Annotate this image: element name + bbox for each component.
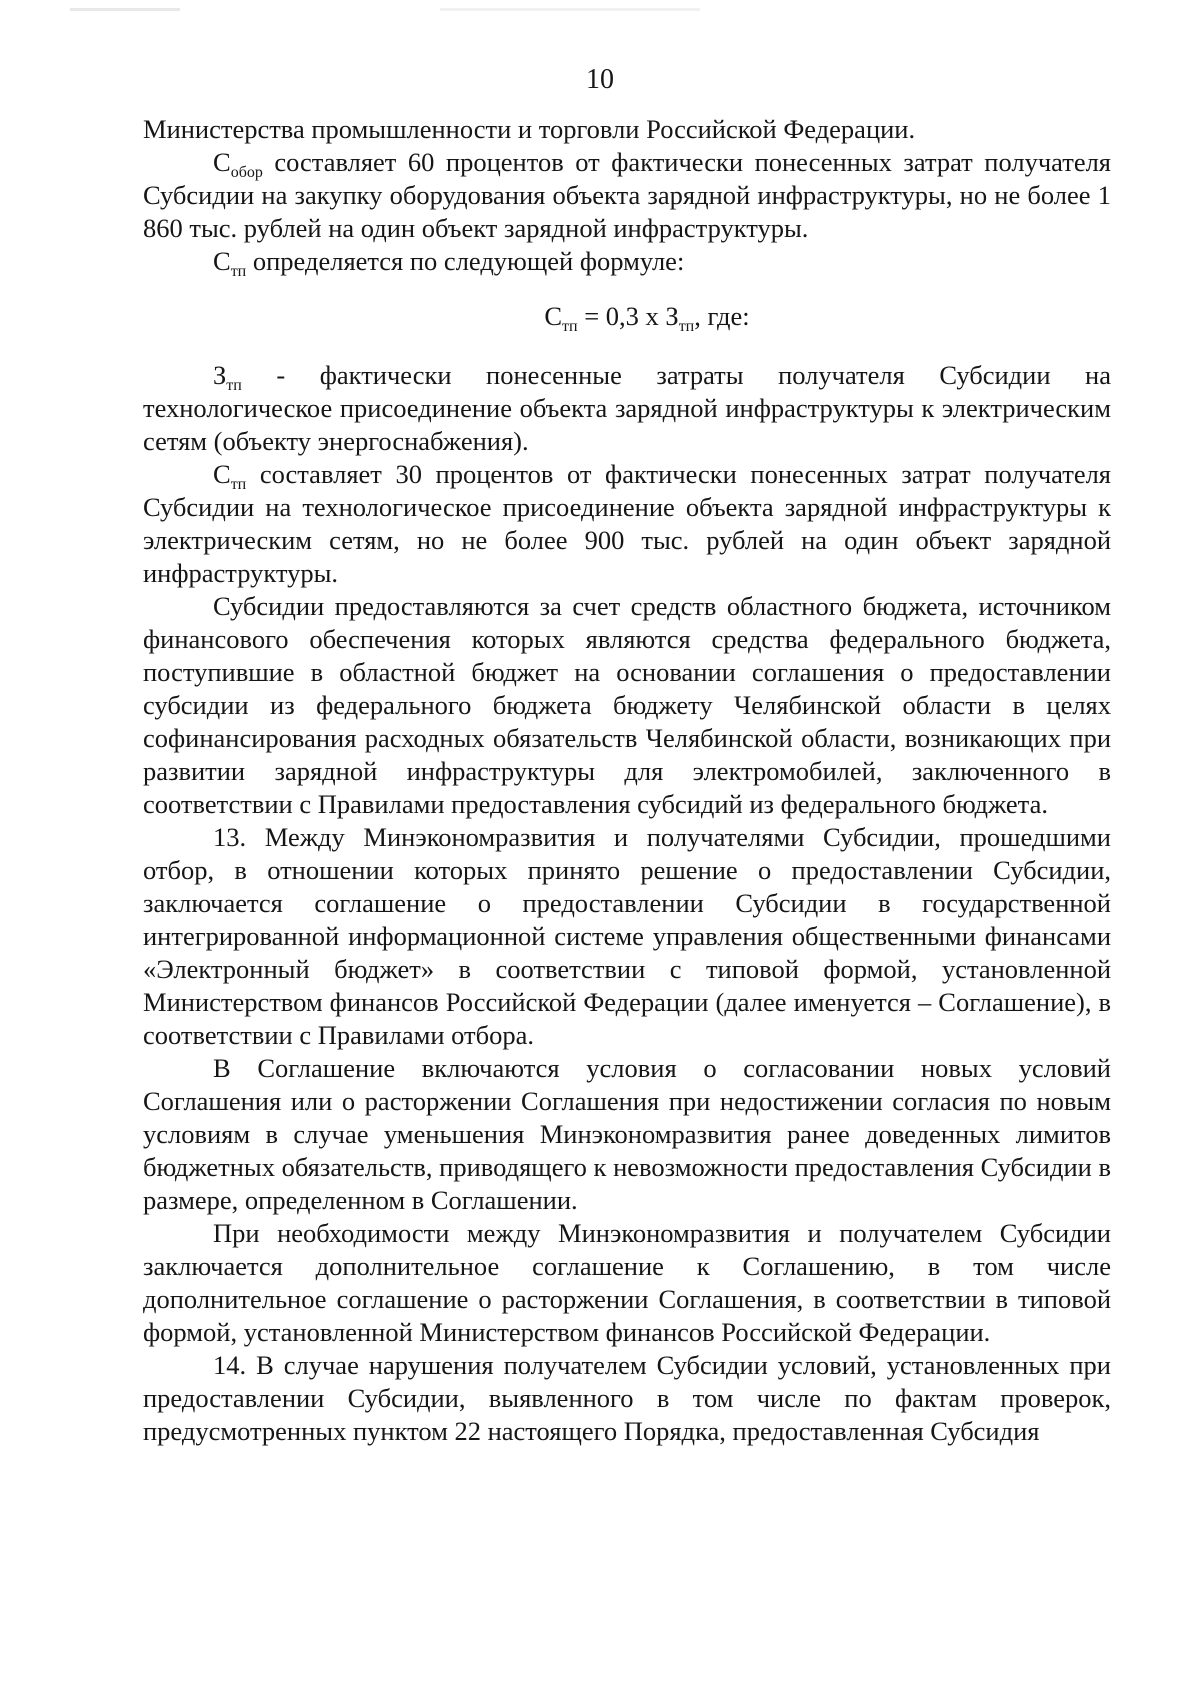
text-run: 13. Между Минэкономразвития и получателями Субсидии, прошедшими отбор, в отношении которых принято решение о предоставлении Субсидии, заключается соглашение о предоставлении Субсидии в государственной интегрированной информационной системе управления общественными финансами «Электронный бюджет» в соответствии с типовой формой, установленной Министерством финансов Российской Федерации (далее именуется – Соглашение), в соответствии с Правилами отбора. [143,822,1111,1050]
document-body [143,113,1111,1448]
subscript: тп [678,318,695,335]
subscript: тп [562,318,578,335]
paragraph [143,1052,1111,1217]
text-run: В Соглашение включаются условия о согласовании новых условий Соглашения или о расторжении Соглашения при недостижении согласия по новым условиям в случае уменьшения Минэкономразвития ранее доведенных лимитов бюджетных обязательств, приводящего к невозможности предоставления Субсидии в размере, определенном в Соглашении. [143,1053,1111,1215]
text-run: = 0,3 х З [577,301,679,331]
paragraph [143,1217,1111,1349]
text-run: - фактически понесенные затраты получателя Субсидии на технологическое присоединение объекта зарядной инфраструктуры к электрическим сетям (объекту энергоснабжения). [143,360,1111,456]
text-run: определяется по следующей формуле: [246,246,685,276]
subscript: тп [230,476,247,493]
text-run: С [213,147,231,177]
paragraph [143,821,1111,1052]
text-run: 14. В случае нарушения получателем Субсидии условий, установленных при предоставлении Субсидии, выявленного в том числе по фактам проверок, предусмотренных пунктом 22 настоящего Порядка, предоставленная Субсидия [143,1350,1111,1446]
paragraph [143,590,1111,821]
text-run: С [213,459,231,489]
paragraph [143,1349,1111,1448]
text-run: составляет 30 процентов от фактически понесенных затрат получателя Субсидии на технологическое присоединение объекта зарядной инфраструктуры к электрическим сетям, но не более 900 тыс. рублей на один объект зарядной инфраструктуры. [143,459,1111,588]
paragraph [143,146,1111,245]
text-run: С [213,246,231,276]
page-number: 10 [586,64,614,95]
text-run: При необходимости между Минэкономразвития и получателем Субсидии заключается дополнительное соглашение к Соглашению, в том числе дополнительное соглашение о расторжении Соглашения, в соответствии в типовой формой, установленной Министерством финансов Российской Федерации. [143,1218,1111,1347]
text-run: Субсидии предоставляются за счет средств областного бюджета, источником финансового обеспечения которых являются средства федерального бюджета, поступившие в областной бюджет на основании соглашения о предоставлении субсидии из федерального бюджета бюджету Челябинской области в целях софинансирования расходных обязательств Челябинской области, возникающих при развитии зарядной инфраструктуры для электромобилей, заключенного в соответствии с Правилами предоставления субсидий из федерального бюджета. [143,591,1111,819]
text-run: , где: [694,301,750,331]
text-run: З [213,360,227,390]
text-run: С [544,301,563,331]
formula [143,300,1111,333]
subscript: тп [226,377,242,394]
subscript: тп [230,263,247,280]
scan-artifact [440,8,700,11]
text-run: составляет 60 процентов от фактически понесенных затрат получателя Субсидии на закупку оборудования объекта зарядной инфраструктуры, но не более 1 860 тыс. рублей на один объект зарядной инфраструктуры. [143,147,1111,243]
paragraph [143,359,1111,458]
subscript: обор [230,164,263,181]
scan-artifact [70,8,180,11]
text-run: Министерства промышленности и торговли Российской Федерации. [143,114,916,144]
paragraph [143,245,1111,278]
paragraph [143,458,1111,590]
paragraph [143,113,1111,146]
